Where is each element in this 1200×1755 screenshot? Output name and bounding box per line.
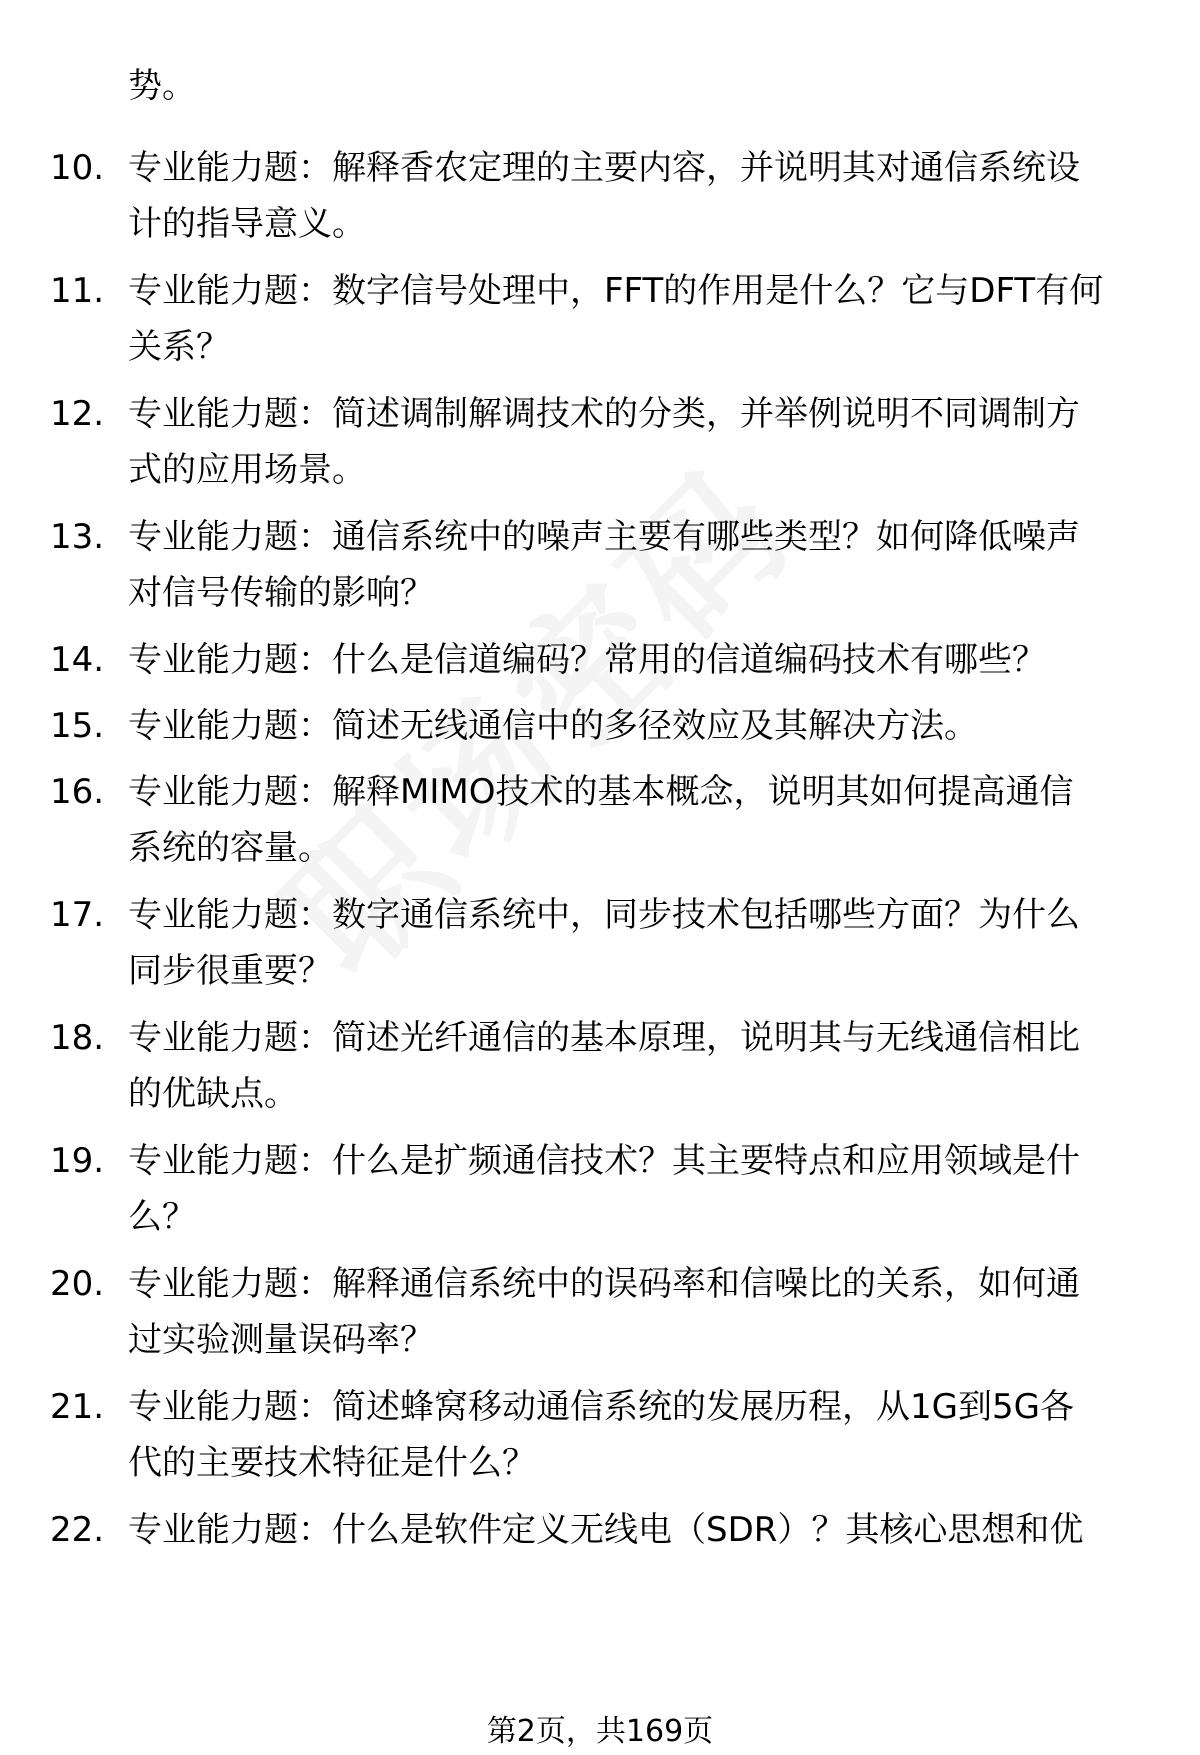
question-text-line: 关系？	[128, 327, 230, 367]
question-item	[0, 509, 1200, 632]
question-text-line: 专业能力题：解释香农定理的主要内容，并说明其对通信系统设	[128, 148, 1080, 188]
question-text-line: 式的应用场景。	[128, 450, 366, 490]
question-text-line: 专业能力题：通信系统中的噪声主要有哪些类型？如何降低噪声	[128, 517, 1080, 557]
question-text	[128, 140, 1148, 252]
question-text	[128, 632, 1148, 688]
question-number: 16.	[50, 772, 105, 812]
question-text-line: 对信号传输的影响？	[128, 573, 434, 613]
question-text-line: 专业能力题：什么是软件定义无线电（SDR）？其核心思想和优	[128, 1510, 1084, 1550]
question-text-line: 系统的容量。	[128, 828, 332, 868]
question-text	[128, 887, 1148, 999]
question-text	[128, 386, 1148, 498]
question-text-line: 专业能力题：简述蜂窝移动通信系统的发展历程，从1G到5G各	[128, 1387, 1074, 1427]
question-text-line: 的优缺点。	[128, 1074, 298, 1114]
question-text-line: 专业能力题：数字信号处理中，FFT的作用是什么？它与DFT有何	[128, 271, 1104, 311]
question-text-line: 么？	[128, 1197, 196, 1237]
question-text	[128, 1256, 1148, 1368]
question-item	[0, 1133, 1200, 1256]
continuation-text: 势。	[128, 66, 196, 106]
question-text-line: 专业能力题：简述光纤通信的基本原理，说明其与无线通信相比	[128, 1018, 1080, 1058]
question-text	[128, 263, 1148, 375]
question-text-line: 专业能力题：解释通信系统中的误码率和信噪比的关系，如何通	[128, 1264, 1080, 1304]
question-number: 15.	[50, 706, 105, 746]
question-text	[128, 698, 1148, 754]
question-item	[0, 140, 1200, 263]
question-list	[0, 140, 1200, 1568]
question-item	[0, 1010, 1200, 1133]
question-item	[0, 1256, 1200, 1379]
question-number: 19.	[50, 1141, 105, 1181]
question-item	[0, 1502, 1200, 1568]
question-number: 13.	[50, 517, 105, 557]
question-item	[0, 386, 1200, 509]
question-item	[0, 1379, 1200, 1502]
page-footer: 第2页，共169页	[486, 1714, 714, 1749]
question-number: 21.	[50, 1387, 105, 1427]
question-text	[128, 509, 1148, 621]
question-item	[0, 764, 1200, 887]
question-number: 12.	[50, 394, 105, 434]
question-text-line: 同步很重要？	[128, 951, 332, 991]
question-text-line: 专业能力题：解释MIMO技术的基本概念，说明其如何提高通信	[128, 772, 1074, 812]
question-text	[128, 1502, 1148, 1558]
question-text-line: 专业能力题：简述无线通信中的多径效应及其解决方法。	[128, 706, 978, 746]
question-text	[128, 1010, 1148, 1122]
question-text-line: 计的指导意义。	[128, 204, 366, 244]
question-number: 22.	[50, 1510, 105, 1550]
question-item	[0, 887, 1200, 1010]
question-text	[128, 1133, 1148, 1245]
question-item	[0, 263, 1200, 386]
question-text-line: 专业能力题：简述调制解调技术的分类，并举例说明不同调制方	[128, 394, 1080, 434]
question-text	[128, 1379, 1148, 1491]
question-text-line: 过实验测量误码率？	[128, 1320, 434, 1360]
question-number: 11.	[50, 271, 105, 311]
question-number: 14.	[50, 640, 105, 680]
question-number: 18.	[50, 1018, 105, 1058]
question-text-line: 代的主要技术特征是什么？	[128, 1443, 536, 1483]
question-text-line: 专业能力题：什么是扩频通信技术？其主要特点和应用领域是什	[128, 1141, 1080, 1181]
question-text	[128, 764, 1148, 876]
question-text-line: 专业能力题：数字通信系统中，同步技术包括哪些方面？为什么	[128, 895, 1080, 935]
question-text-line: 专业能力题：什么是信道编码？常用的信道编码技术有哪些？	[128, 640, 1046, 680]
question-number: 17.	[50, 895, 105, 935]
question-item	[0, 698, 1200, 764]
question-item	[0, 632, 1200, 698]
question-number: 10.	[50, 148, 105, 188]
question-number: 20.	[50, 1264, 105, 1304]
